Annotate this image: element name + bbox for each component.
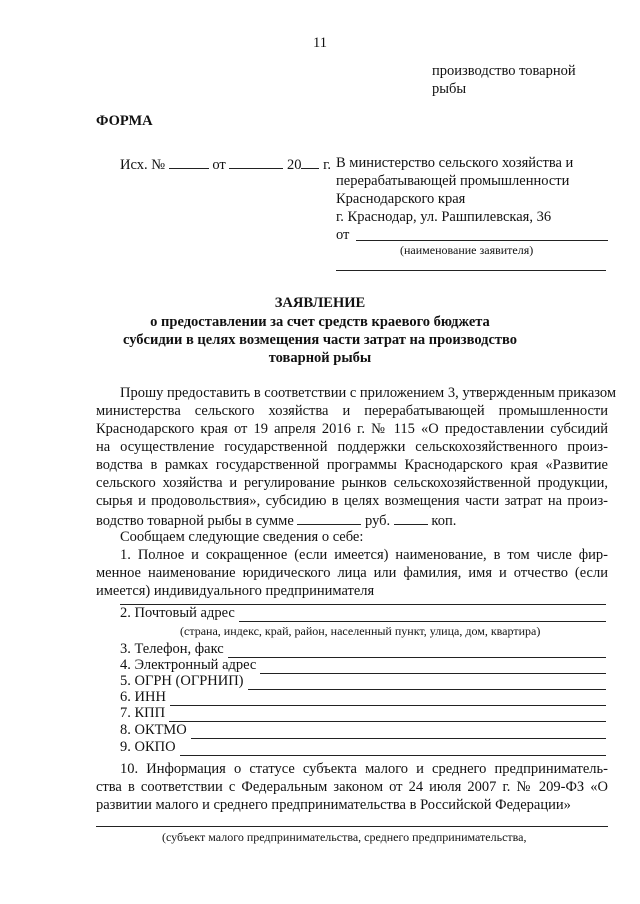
addressee-line-1: В министерство сельского хозяйства и	[336, 155, 574, 171]
subtitle-line-3: товарной рыбы	[268, 350, 372, 366]
field-label: 8. ОКТМО	[120, 722, 187, 738]
document-title: ЗАЯВЛЕНИЕ	[274, 295, 366, 311]
p1-rub: руб.	[365, 513, 391, 529]
field-blank[interactable]	[191, 725, 606, 739]
addressee-line-4: г. Краснодар, ул. Рашпилевская, 36	[336, 209, 552, 225]
item10-line-2: ства в соответствии с Федеральным законом от 24 июля 2007 г. № 209-ФЗ «О	[96, 779, 608, 795]
reference-line	[120, 154, 331, 174]
field-label: 7. КПП	[120, 705, 166, 721]
ref-number-blank[interactable]	[169, 154, 209, 169]
item1-answer-blank[interactable]	[120, 590, 606, 605]
applicant-caption: (наименование заявителя)	[400, 243, 534, 257]
applicant-name-blank-2[interactable]	[336, 256, 606, 271]
p1-line-5: водства в рамках государственной программы Краснодарского края «Развитие	[96, 457, 608, 473]
ref-from: от	[212, 157, 226, 173]
subtitle-line-1: о предоставлении за счет средств краевого бюджета	[150, 314, 490, 330]
field-label: 9. ОКПО	[120, 739, 176, 755]
field-postal-address	[120, 604, 606, 622]
p1-line-6: сельского хозяйства и регулирование рынков сельскохозяйственной продукции,	[96, 475, 608, 491]
field-label: 5. ОГРН (ОГРНИП)	[120, 673, 244, 689]
item10-line-1: 10. Информация о статусе субъекта малого и среднего предприниматель-	[120, 761, 608, 777]
sum-rub-blank[interactable]	[297, 510, 361, 525]
ref-year: 20	[286, 157, 302, 173]
applicant-name-blank[interactable]	[356, 226, 608, 241]
p2-intro: Сообщаем следующие сведения о себе:	[120, 529, 364, 545]
field-kpp	[120, 704, 606, 722]
ref-year-blank[interactable]	[301, 154, 319, 169]
field-label: 6. ИНН	[120, 689, 166, 705]
address-caption: (страна, индекс, край, район, населенный пункт, улица, дом, квартира)	[180, 624, 541, 638]
addressee-from-label: от	[336, 227, 350, 243]
ref-date-blank[interactable]	[229, 154, 283, 169]
addressee-line-3: Краснодарского края	[336, 191, 466, 207]
form-label: ФОРМА	[96, 113, 153, 129]
p1-line-4: на осуществление государственной поддержки сельскохозяйственного произ-	[96, 439, 608, 455]
item1-line-3: имеется) индивидуального предпринимателя	[96, 583, 375, 599]
sum-kop-blank[interactable]	[394, 510, 428, 525]
ref-prefix: Исх. №	[120, 157, 166, 173]
field-blank[interactable]	[239, 608, 606, 622]
p1-line-8	[96, 510, 456, 530]
field-blank[interactable]	[169, 708, 606, 722]
item10-line-3: развитии малого и среднего предпринимательства в Российской Федерации»	[96, 797, 571, 813]
p1-line-2: министерства сельского хозяйства и перерабатывающей промышленности	[96, 403, 608, 419]
status-caption: (субъект малого предпринимательства, среднего предпринимательства,	[162, 830, 527, 844]
p1-line-7: сырья и продовольствия», субсидию в целях возмещения части затрат на произ-	[96, 493, 608, 509]
field-oktmo	[120, 721, 606, 739]
field-label: 2. Почтовый адрес	[120, 605, 235, 621]
item10-answer-blank[interactable]	[96, 812, 608, 827]
subtitle-line-2: субсидии в целях возмещения части затрат на производство	[122, 332, 518, 348]
p1-line-3: Краснодарского края от 19 апреля 2016 г. № 115 «О предоставлении субсидий	[96, 421, 608, 437]
page-number: 11	[313, 35, 327, 51]
ref-year-suffix: г.	[323, 157, 332, 173]
header-note-line-2: рыбы	[432, 81, 467, 97]
field-blank[interactable]	[180, 742, 606, 756]
field-label: 3. Телефон, факс	[120, 641, 224, 657]
field-okpo	[120, 738, 606, 756]
p1-sum-prefix: водство товарной рыбы в сумме	[96, 513, 294, 529]
addressee-line-2: перерабатывающей промышленности	[336, 173, 570, 189]
item1-line-1: 1. Полное и сокращенное (если имеется) наименование, в том числе фир-	[120, 547, 608, 563]
header-note-line-1: производство товарной	[432, 63, 576, 79]
field-label: 4. Электронный адрес	[120, 657, 257, 673]
p1-line-1: Прошу предоставить в соответствии с приложением 3, утвержденным приказом	[120, 385, 617, 401]
p1-kop: коп.	[431, 513, 457, 529]
item1-line-2: менное наименование юридического лица или фамилия, имя и отчество (если	[96, 565, 608, 581]
